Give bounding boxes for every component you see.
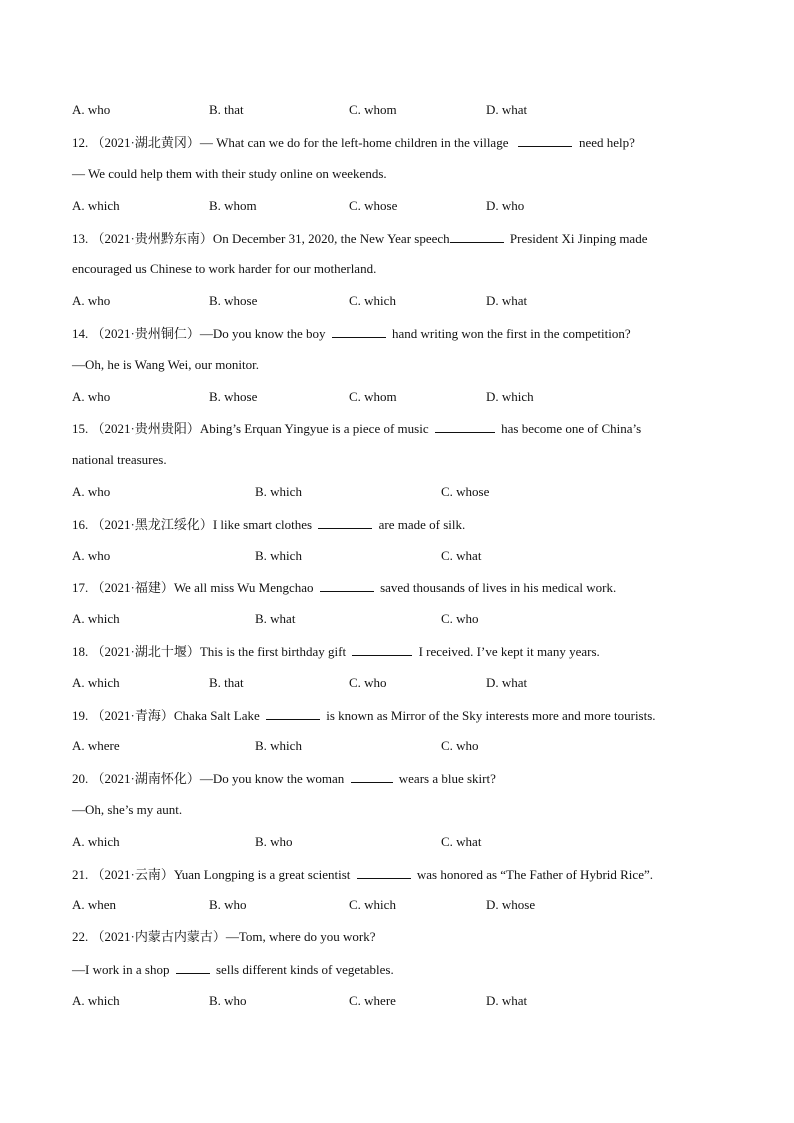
option-c: C. whose xyxy=(349,198,398,213)
option-c: C. whom xyxy=(349,102,397,117)
dialogue-line: —Oh, he is Wang Wei, our monitor. xyxy=(72,357,259,372)
stem-text: 16. （2021·黑龙江绥化）I like smart clothes xyxy=(72,517,313,532)
dialogue-line: — We could help them with their study online on weekends. xyxy=(72,166,387,181)
option-a: A. which xyxy=(72,993,120,1008)
stem-text: 18. （2021·湖北十堰）This is the first birthday gift xyxy=(72,644,347,659)
option-a: A. who xyxy=(72,548,111,563)
answer-blank xyxy=(320,579,374,592)
stem-text: need help? xyxy=(578,135,635,150)
question-stem xyxy=(72,230,647,247)
answer-blank xyxy=(176,961,210,974)
option-d: D. what xyxy=(486,675,528,690)
question-stem xyxy=(72,325,631,342)
option-d: D. who xyxy=(486,198,525,213)
stem-continuation: national treasures. xyxy=(72,452,167,467)
option-d: D. whose xyxy=(486,897,536,912)
question-stem: 22. （2021·内蒙古内蒙古）—Tom, where do you work? xyxy=(72,929,376,944)
option-c: C. whose xyxy=(441,484,490,499)
stem-text: 12. （2021·湖北黄冈）— What can we do for the left-home children in the village xyxy=(72,135,509,150)
option-b: B. whose xyxy=(209,293,258,308)
stem-text: 20. （2021·湖南怀化）—Do you know the woman xyxy=(72,771,345,786)
option-c: C. who xyxy=(349,675,387,690)
stem-text: 21. （2021·云南）Yuan Longping is a great scientist xyxy=(72,867,351,882)
question-stem xyxy=(72,134,635,151)
option-a: A. which xyxy=(72,834,120,849)
stem-continuation: encouraged us Chinese to work harder for our motherland. xyxy=(72,261,377,276)
option-c: C. where xyxy=(349,993,396,1008)
answer-blank xyxy=(318,516,372,529)
option-c: C. who xyxy=(441,611,479,626)
option-b: B. who xyxy=(255,834,293,849)
option-b: B. which xyxy=(255,548,302,563)
stem-text: hand writing won the first in the competition? xyxy=(392,326,631,341)
question-stem xyxy=(72,643,600,660)
stem-text: —I work in a shop xyxy=(72,962,170,977)
option-d: D. what xyxy=(486,293,528,308)
stem-text: saved thousands of lives in his medical work. xyxy=(380,580,617,595)
question-stem xyxy=(72,707,656,724)
option-b: B. whose xyxy=(209,389,258,404)
answer-blank xyxy=(352,643,412,656)
option-b: B. who xyxy=(209,897,247,912)
option-b: B. which xyxy=(255,738,302,753)
stem-text: sells different kinds of vegetables. xyxy=(216,962,394,977)
option-d: D. what xyxy=(486,993,528,1008)
answer-blank xyxy=(435,420,495,433)
answer-blank xyxy=(450,230,504,243)
stem-text: 13. （2021·贵州黔东南）On December 31, 2020, the New Year speech xyxy=(72,231,450,246)
option-c: C. what xyxy=(441,834,482,849)
option-c: C. whom xyxy=(349,389,397,404)
dialogue-line: —Oh, she’s my aunt. xyxy=(72,802,183,817)
option-b: B. what xyxy=(255,611,296,626)
answer-blank xyxy=(351,770,393,783)
answer-blank xyxy=(518,134,572,147)
option-a: A. who xyxy=(72,293,111,308)
option-b: B. which xyxy=(255,484,302,499)
stem-text: President Xi Jinping made xyxy=(509,231,648,246)
question-stem xyxy=(72,866,653,883)
option-b: B. whom xyxy=(209,198,257,213)
option-a: A. which xyxy=(72,611,120,626)
option-b: B. that xyxy=(209,675,244,690)
option-d: D. which xyxy=(486,389,534,404)
option-c: C. who xyxy=(441,738,479,753)
stem-text: I received. I’ve kept it many years. xyxy=(418,644,600,659)
option-d: D. what xyxy=(486,102,528,117)
stem-text: 15. （2021·贵州贵阳）Abing’s Erquan Yingyue is a piece of music xyxy=(72,421,429,436)
stem-text: has become one of China’s xyxy=(501,421,642,436)
answer-blank xyxy=(332,325,386,338)
answer-blank xyxy=(357,866,411,879)
stem-text: is known as Mirror of the Sky interests more and more tourists. xyxy=(326,708,656,723)
option-a: A. which xyxy=(72,675,120,690)
stem-text: 19. （2021·青海）Chaka Salt Lake xyxy=(72,708,260,723)
option-c: C. which xyxy=(349,897,396,912)
answer-blank xyxy=(266,707,320,720)
option-a: A. who xyxy=(72,484,111,499)
option-a: A. who xyxy=(72,102,111,117)
option-c: C. what xyxy=(441,548,482,563)
question-stem xyxy=(72,516,465,533)
option-c: C. which xyxy=(349,293,396,308)
stem-text: wears a blue skirt? xyxy=(398,771,496,786)
dialogue-line xyxy=(72,961,394,978)
stem-text: was honored as “The Father of Hybrid Rice”. xyxy=(416,867,653,882)
option-b: B. that xyxy=(209,102,244,117)
stem-text: 14. （2021·贵州铜仁）—Do you know the boy xyxy=(72,326,326,341)
option-a: A. which xyxy=(72,198,120,213)
question-stem xyxy=(72,579,616,596)
stem-text: 17. （2021·福建）We all miss Wu Mengchao xyxy=(72,580,314,595)
option-a: A. who xyxy=(72,389,111,404)
option-a: A. where xyxy=(72,738,120,753)
stem-text: are made of silk. xyxy=(378,517,466,532)
question-stem xyxy=(72,420,641,437)
option-b: B. who xyxy=(209,993,247,1008)
question-stem xyxy=(72,770,496,787)
option-a: A. when xyxy=(72,897,117,912)
